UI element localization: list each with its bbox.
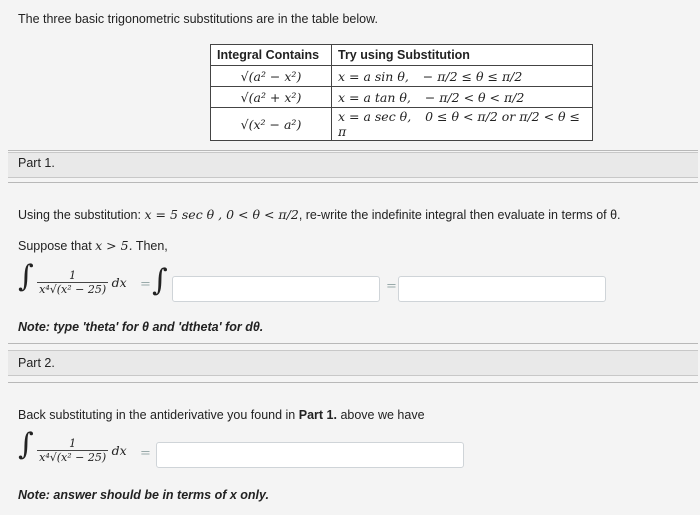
header-integral-contains: Integral Contains: [211, 45, 332, 66]
part2-header-bar: [8, 350, 698, 376]
row-sub-expr: x = a sec θ,: [338, 109, 412, 124]
header-substitution: Try using Substitution: [332, 45, 593, 66]
part2-instruction: [18, 408, 425, 422]
part1-integral: [18, 259, 127, 297]
part2-note: Note: answer should be in terms of x only.: [18, 488, 269, 502]
fraction-denominator: x⁴√(x² − 25): [39, 283, 107, 297]
part1-header-bar: [8, 152, 698, 178]
equals-sign: =: [140, 277, 151, 292]
row-sub-expr: x = a tan θ,: [338, 89, 411, 105]
integral-fraction: [37, 437, 108, 464]
row-range: − π/2 ≤ θ ≤ π/2: [422, 68, 523, 84]
table-row: [211, 108, 593, 141]
row-sub-expr: x = a sin θ,: [338, 68, 409, 84]
integral-sign-icon: ∫: [18, 427, 34, 462]
fraction-numerator: 1: [37, 269, 108, 283]
part1-instruction-suffix: , re-write the indefinite integral then evaluate in terms of θ.: [298, 208, 621, 222]
suppose-text: Suppose that: [18, 239, 92, 253]
fraction-numerator: 1: [37, 437, 108, 451]
part2-instruction-prefix: Back substituting in the antiderivative you found in: [18, 408, 296, 422]
part1-note: Note: type 'theta' for θ and 'dtheta' for dθ.: [18, 320, 264, 334]
part1-instruction-prefix: Using the substitution:: [18, 208, 141, 222]
row-range: − π/2 < θ < π/2: [424, 89, 525, 105]
integral-dx: dx: [111, 443, 127, 459]
equals-sign: =: [140, 446, 151, 461]
part2-integral: [18, 427, 127, 465]
equals-sign: =: [386, 279, 397, 294]
integral-sign-icon: ∫: [152, 263, 168, 298]
part2-instruction-suffix: above we have: [340, 408, 425, 422]
row-substitution: [332, 66, 593, 87]
part1-theta-answer-input[interactable]: [398, 276, 606, 302]
part1-label: Part 1.: [18, 156, 55, 170]
suppose-then: Then,: [135, 239, 168, 253]
row-substitution: [332, 87, 593, 108]
row-substitution: [332, 108, 593, 141]
part2-label: Part 2.: [18, 356, 55, 370]
table-row: [211, 66, 593, 87]
table-header-row: [211, 45, 593, 66]
part1-instruction-math: x = 5 sec θ , 0 < θ < π/2: [144, 207, 299, 222]
part2-instruction-bold: Part 1.: [298, 408, 337, 422]
part1-theta-integral-input[interactable]: [172, 276, 380, 302]
fraction-denominator: x⁴√(x² − 25): [39, 451, 107, 465]
row-range: 0 ≤ θ < π/2 or π/2 < θ ≤ π: [338, 109, 581, 139]
part1-instruction: [18, 207, 621, 222]
part2-x-answer-input[interactable]: [156, 442, 464, 468]
intro-text: The three basic trigonometric substitutions are in the table below.: [18, 12, 378, 26]
row-contains: √(a² + x²): [211, 87, 332, 108]
divider: [8, 382, 698, 383]
table-row: [211, 87, 593, 108]
row-contains: √(a² − x²): [211, 66, 332, 87]
integral-dx: dx: [111, 275, 127, 291]
integral-sign-icon: ∫: [18, 259, 34, 294]
suppose-math: x > 5.: [95, 238, 133, 253]
substitution-table: [210, 44, 593, 141]
divider: [8, 343, 698, 344]
row-contains: √(x² − a²): [211, 108, 332, 141]
part1-suppose: [18, 238, 168, 253]
divider: [8, 150, 698, 151]
integral-fraction: [37, 269, 108, 296]
divider: [8, 182, 698, 183]
